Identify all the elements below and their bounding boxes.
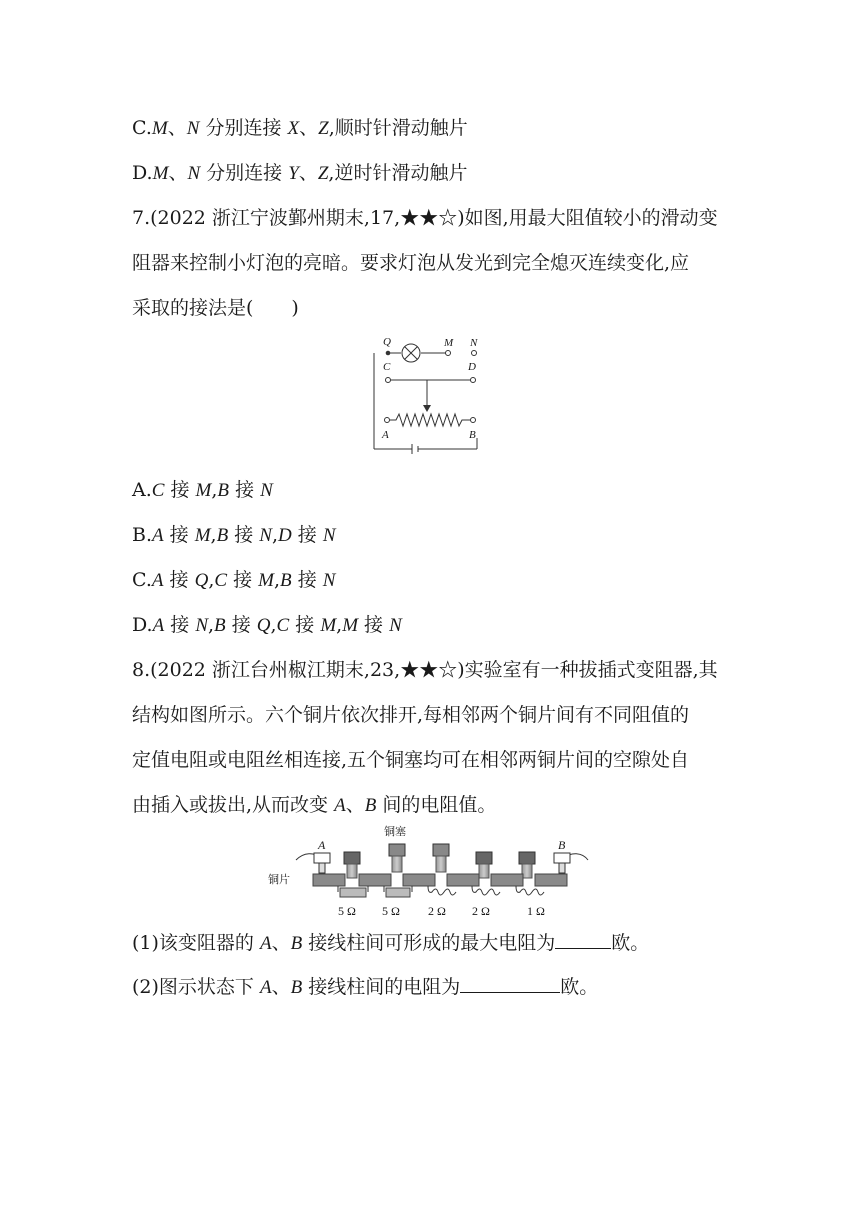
plate-label: 铜片	[268, 873, 290, 886]
q7-stem-line-3: 采取的接法是( )	[132, 297, 299, 319]
terminal-a-label: A	[318, 838, 326, 852]
label-d: D	[468, 361, 476, 373]
q8-stem-line-2: 结构如图所示。六个铜片依次排开,每相邻两个铜片间有不同阻值的	[132, 704, 690, 726]
q8-rheostat-figure	[266, 822, 596, 922]
resistor-label-1: 5 Ω	[338, 904, 356, 918]
q7-stem-line-1: 7.(2022 浙江宁波鄞州期末,17,★★☆)如图,用最大阻值较小的滑动变	[132, 207, 718, 229]
label-a: A	[382, 429, 389, 441]
q6-option-d: D.M、N 分别连接 Y、Z,逆时针滑动触片	[132, 162, 468, 184]
resistor-label-5: 1 Ω	[527, 904, 545, 918]
q8-stem-line-3: 定值电阻或电阻丝相连接,五个铜塞均可在相邻两铜片间的空隙处自	[132, 749, 690, 771]
q6-option-c: C.M、N 分别连接 X、Z,顺时针滑动触片	[132, 117, 468, 139]
resistor-label-2: 5 Ω	[382, 904, 400, 918]
label-n: N	[470, 337, 478, 349]
resistor-label-4: 2 Ω	[472, 904, 490, 918]
label-b: B	[469, 429, 476, 441]
label-c: C	[383, 361, 391, 373]
label-q: Q	[383, 336, 391, 348]
answer-blank-1[interactable]	[555, 930, 611, 949]
resistor-label-3: 2 Ω	[428, 904, 446, 918]
q7-option-b: B.A 接 M,B 接 N,D 接 N	[132, 524, 336, 546]
q8-subquestion-1: (1)该变阻器的 A、B 接线柱间可形成的最大电阻为 欧。	[132, 932, 650, 954]
q8-subquestion-2: (2)图示状态下 A、B 接线柱间的电阻为 欧。	[132, 976, 599, 998]
q7-stem-line-2: 阻器来控制小灯泡的亮暗。要求灯泡从发光到完全熄灭连续变化,应	[132, 252, 690, 274]
q8-stem-line-4: 由插入或拔出,从而改变 A、B 间的电阻值。	[132, 794, 497, 816]
q7-option-c: C.A 接 Q,C 接 M,B 接 N	[132, 569, 336, 591]
label-m: M	[444, 337, 454, 349]
terminal-b-label: B	[558, 838, 566, 852]
q7-circuit-figure	[360, 334, 500, 454]
q7-option-d: D.A 接 N,B 接 Q,C 接 M,M 接 N	[132, 614, 402, 636]
answer-blank-2[interactable]	[460, 974, 560, 993]
q8-stem-line-1: 8.(2022 浙江台州椒江期末,23,★★☆)实验室有一种拔插式变阻器,其	[132, 659, 718, 681]
plug-label: 铜塞	[384, 825, 406, 838]
q7-option-a: A.C 接 M,B 接 N	[132, 479, 273, 501]
